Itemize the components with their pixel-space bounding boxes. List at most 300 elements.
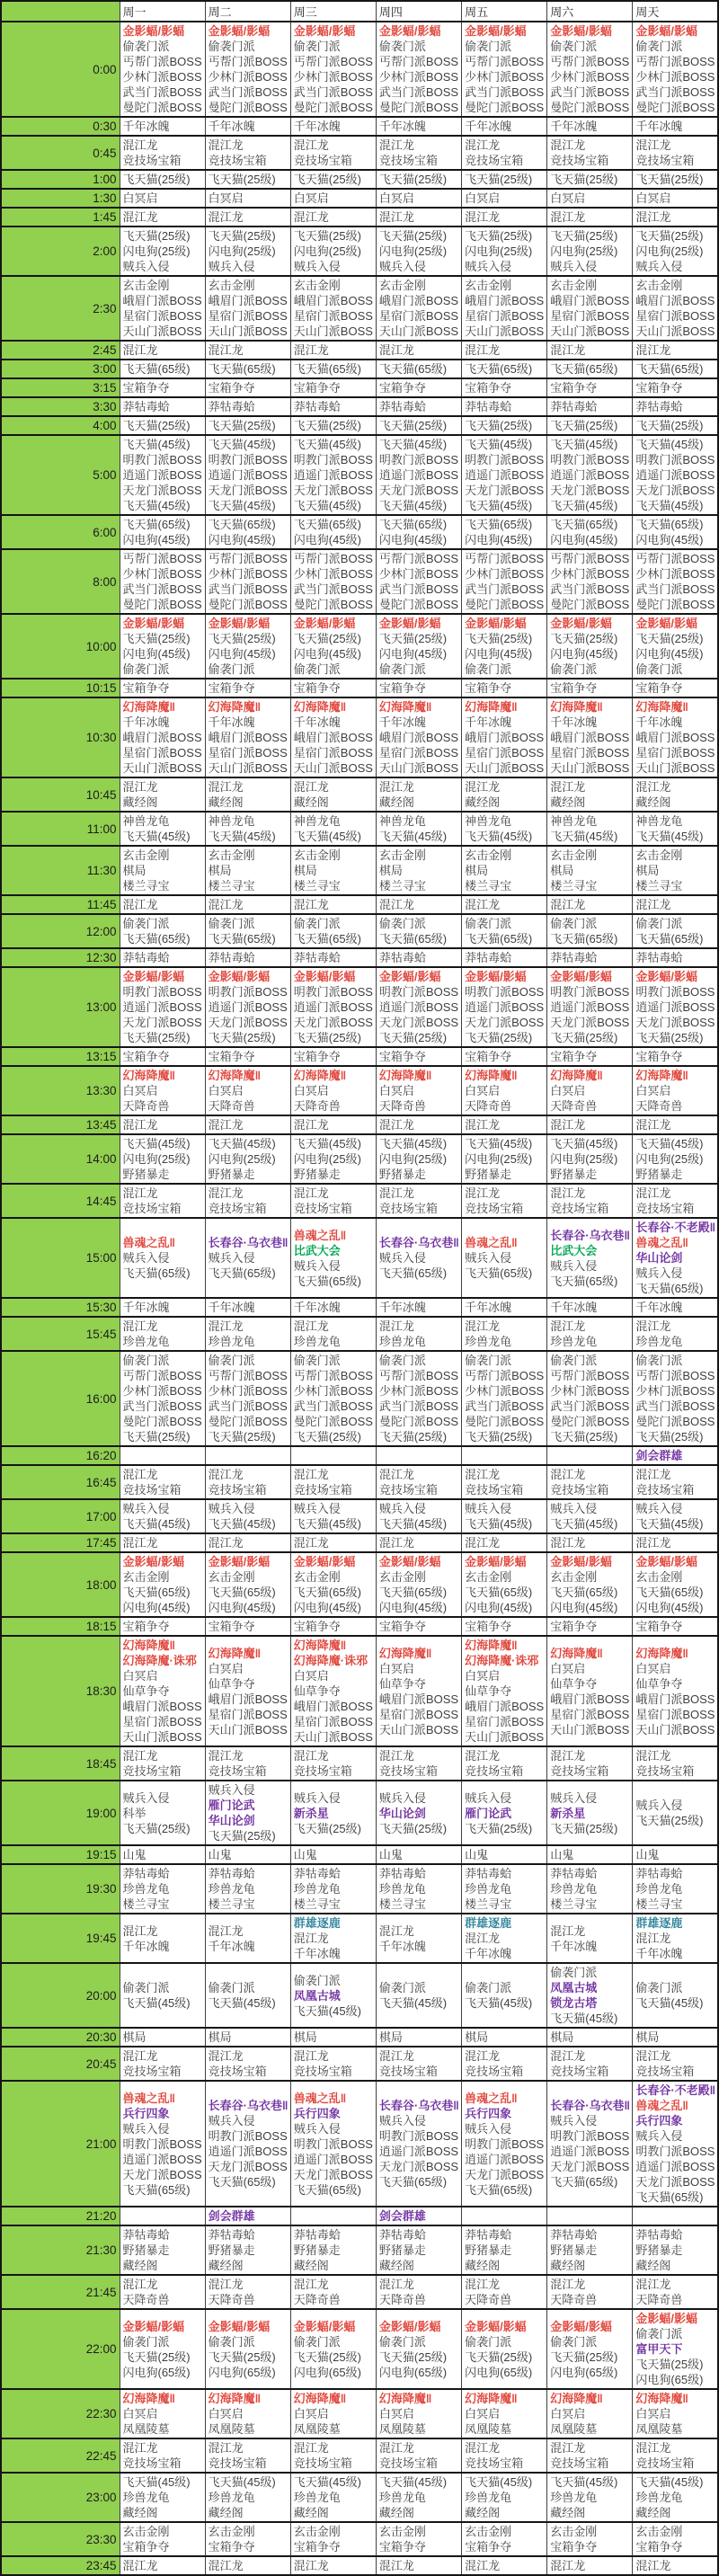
event-entry: 天龙门派BOSS: [465, 2167, 545, 2181]
time-label: 21:30: [1, 2225, 120, 2275]
corner-cell: [1, 1, 120, 22]
event-entry: 兵行四象: [465, 2106, 512, 2120]
schedule-cell: [633, 614, 718, 679]
event-entry: 混江龙: [635, 1319, 671, 1333]
event-entry: 竞技场宝箱: [378, 1483, 438, 1497]
schedule-cell: [547, 614, 633, 679]
event-entry: 天山门派BOSS: [465, 761, 545, 775]
schedule-cell: [120, 1746, 205, 1781]
event-entry: 混江龙: [208, 1749, 244, 1763]
event-entry: 白冥启: [293, 191, 329, 205]
event-entry: 竞技场宝箱: [122, 2065, 182, 2078]
event-entry: 少林门派BOSS: [378, 567, 459, 581]
event-entry: 野猪暴走: [208, 1168, 255, 1181]
schedule-cell: [120, 2522, 205, 2556]
event-entry: 幻海降魔·诛邪: [465, 1654, 539, 1667]
event-entry: 偷袭门派: [378, 40, 426, 53]
event-entry: 凤凰古城: [293, 1988, 341, 2003]
schedule-cell: [462, 1446, 547, 1465]
schedule-cell: [205, 1914, 290, 1963]
schedule-cell: [120, 1047, 205, 1066]
event-entry: 明教门派BOSS: [635, 2145, 715, 2158]
event-entry: 莽牯毒蛤: [293, 400, 341, 413]
event-entry: 偷袭门派: [122, 662, 170, 676]
time-label: 0:45: [1, 136, 120, 170]
event-entry: 白冥启: [635, 2407, 671, 2421]
event-entry: 丐帮门派BOSS: [550, 55, 630, 68]
event-entry: 飞天猫(25级): [550, 229, 618, 243]
event-entry: 飞天猫(65级): [635, 1586, 704, 1599]
schedule-cell: [205, 549, 290, 614]
event-entry: 莽牯毒蛤: [550, 2228, 598, 2242]
table-row: [1, 341, 718, 360]
event-entry: 金影蝠/影蝠: [465, 24, 527, 38]
event-entry: 山鬼: [122, 1848, 146, 1861]
schedule-cell: [462, 227, 547, 276]
schedule-cell: [462, 2556, 547, 2575]
event-entry: 明教门派BOSS: [122, 453, 202, 466]
event-entry: 贼兵入侵: [635, 2129, 683, 2143]
schedule-cell: [376, 208, 461, 227]
event-entry: 金影蝠/影蝠: [465, 617, 527, 630]
event-entry: 闪电狗(45级): [378, 533, 448, 546]
event-entry: 混江龙: [635, 1468, 671, 1481]
event-entry: 逍遥门派BOSS: [378, 1000, 459, 1014]
event-entry: 珍兽龙龟: [122, 1882, 170, 1896]
schedule-cell: [633, 276, 718, 341]
event-entry: 宝箱争夺: [293, 381, 341, 395]
table-row: [1, 948, 718, 967]
table-row: [1, 2225, 718, 2275]
event-entry: 白冥启: [465, 1669, 501, 1683]
schedule-cell: [205, 1134, 290, 1184]
schedule-cell: [376, 697, 461, 777]
schedule-cell: [462, 1845, 547, 1864]
event-entry: 混江龙: [550, 1118, 586, 1132]
event-entry: 混江龙: [122, 2559, 158, 2572]
event-entry: 飞天猫(65级): [465, 518, 533, 531]
event-entry: 兽魂之乱‖: [293, 2091, 347, 2105]
event-entry: 武当门派BOSS: [208, 582, 288, 596]
schedule-cell: [290, 846, 376, 895]
schedule-cell: [547, 397, 633, 416]
schedule-cell: [633, 697, 718, 777]
schedule-cell: [290, 189, 376, 208]
event-entry: 藏经阁: [293, 2506, 329, 2519]
time-label: 23:45: [1, 2556, 120, 2575]
event-entry: 飞天猫(65级): [122, 362, 191, 376]
event-entry: 山鬼: [465, 1848, 489, 1861]
schedule-cell: [462, 679, 547, 697]
schedule-cell: [290, 948, 376, 967]
event-entry: 混江龙: [550, 2559, 586, 2572]
schedule-cell: [205, 679, 290, 697]
schedule-cell: [547, 914, 633, 948]
event-entry: 飞天猫(25级): [465, 632, 533, 645]
event-entry: 藏经阁: [635, 2259, 671, 2272]
event-entry: 珍兽龙龟: [378, 1882, 426, 1896]
schedule-cell: [205, 1963, 290, 2028]
event-entry: 峨眉门派BOSS: [208, 731, 288, 744]
event-entry: 偷袭门派: [122, 1354, 170, 1367]
table-row: [1, 697, 718, 777]
event-entry: 金影蝠/影蝠: [635, 1555, 697, 1568]
event-entry: 少林门派BOSS: [550, 1384, 630, 1398]
day-header: 周三: [290, 1, 376, 22]
schedule-cell: [290, 416, 376, 435]
event-entry: 宝箱争夺: [293, 681, 341, 695]
event-entry: 凤凰陵墓: [465, 2422, 512, 2436]
event-entry: 仙草争夺: [465, 1684, 512, 1698]
event-entry: 宝箱争夺: [208, 2540, 255, 2554]
event-entry: 混江龙: [208, 2441, 244, 2455]
schedule-cell: [376, 2522, 461, 2556]
schedule-cell: [547, 378, 633, 397]
event-entry: 曼陀门派BOSS: [550, 1415, 630, 1428]
event-entry: 星宿门派BOSS: [635, 1707, 715, 1721]
event-entry: 飞天猫(45级): [550, 1517, 618, 1531]
table-row: [1, 1218, 718, 1298]
schedule-cell: [120, 812, 205, 846]
event-entry: 飞天猫(45级): [122, 438, 191, 451]
event-entry: 混江龙: [550, 1749, 586, 1763]
schedule-cell: [290, 812, 376, 846]
event-entry: 峨眉门派BOSS: [378, 731, 459, 744]
event-entry: 混江龙: [550, 780, 586, 794]
event-entry: 飞天猫(25级): [465, 2349, 533, 2364]
event-entry: 飞天猫(25级): [293, 1430, 361, 1443]
event-entry: 莽牯毒蛤: [208, 1867, 255, 1880]
event-entry: 混江龙: [293, 138, 329, 152]
event-entry: 飞天猫(25级): [465, 173, 533, 186]
schedule-cell: [376, 227, 461, 276]
event-entry: 藏经阁: [550, 2259, 586, 2272]
event-entry: 兽魂之乱‖: [122, 1236, 175, 1249]
event-entry: 混江龙: [550, 2278, 586, 2291]
event-entry: 混江龙: [465, 2559, 501, 2572]
schedule-cell: [633, 1066, 718, 1115]
event-entry: 偷袭门派: [465, 1981, 512, 1994]
schedule-cell: [290, 22, 376, 117]
event-entry: 明教门派BOSS: [378, 985, 459, 999]
table-row: [1, 2028, 718, 2047]
event-entry: 混江龙: [465, 1749, 501, 1763]
event-entry: 长春谷·乌衣巷‖: [378, 1236, 459, 1249]
schedule-cell: [290, 777, 376, 812]
schedule-cell: [120, 189, 205, 208]
event-entry: 闪电狗(45级): [378, 1601, 448, 1614]
schedule-cell: [205, 614, 290, 679]
event-entry: 玄击金刚: [635, 2525, 683, 2538]
event-entry: 幻海降魔‖: [122, 2392, 175, 2405]
time-label: 19:45: [1, 1914, 120, 1963]
event-entry: 金影蝠/影蝠: [208, 24, 271, 38]
event-entry: 闪电狗(65级): [208, 2365, 276, 2379]
schedule-cell: [120, 117, 205, 136]
table-row: [1, 914, 718, 948]
event-entry: 华山论剑: [378, 1806, 426, 1820]
schedule-cell: [120, 967, 205, 1047]
event-entry: 混江龙: [122, 1118, 158, 1132]
event-entry: 珍兽龙龟: [293, 2491, 341, 2504]
event-entry: 飞天猫(25级): [122, 229, 191, 243]
event-entry: 山鬼: [378, 1848, 403, 1861]
event-entry: 长春谷·乌衣巷‖: [378, 2099, 459, 2112]
event-entry: 闪电狗(45级): [465, 1601, 533, 1614]
event-entry: 闪电狗(25级): [550, 244, 618, 258]
schedule-cell: [120, 1218, 205, 1298]
schedule-cell: [205, 416, 290, 435]
schedule-cell: [462, 2028, 547, 2047]
schedule-cell: [376, 1914, 461, 1963]
schedule-cell: [290, 614, 376, 679]
schedule-cell: [290, 2556, 376, 2575]
schedule-cell: [205, 2389, 290, 2438]
event-entry: 偷袭门派: [293, 917, 341, 930]
event-entry: 棋局: [378, 864, 403, 877]
event-entry: 长春谷·不老殿‖: [635, 2083, 715, 2097]
event-entry: 宝箱争夺: [550, 1050, 598, 1063]
event-entry: 飞天猫(65级): [293, 2182, 361, 2197]
schedule-cell: [547, 697, 633, 777]
event-entry: 丐帮门派BOSS: [122, 1369, 202, 1382]
schedule-cell: [376, 360, 461, 378]
event-entry: 宝箱争夺: [122, 681, 170, 695]
schedule-cell: [376, 2225, 461, 2275]
event-entry: 千年冰魄: [378, 120, 426, 133]
event-entry: 千年冰魄: [122, 715, 170, 729]
time-label: 0:30: [1, 117, 120, 136]
event-entry: 混江龙: [635, 1749, 671, 1763]
time-label: 6:00: [1, 515, 120, 549]
event-entry: 楼兰寻宝: [635, 1897, 683, 1911]
schedule-cell: [205, 1845, 290, 1864]
event-entry: 飞天猫(25级): [122, 2349, 191, 2364]
event-entry: 闪电狗(45级): [293, 533, 361, 546]
event-entry: 贼兵入侵: [293, 260, 341, 273]
event-entry: 飞天猫(25级): [122, 173, 191, 186]
time-label: 10:45: [1, 777, 120, 812]
event-entry: 逍遥门派BOSS: [293, 2152, 373, 2166]
event-entry: 贼兵入侵: [550, 1258, 598, 1273]
event-entry: 千年冰魄: [208, 120, 255, 133]
event-entry: 宝箱争夺: [378, 1050, 426, 1063]
schedule-cell: [376, 378, 461, 397]
event-entry: 野猪暴走: [293, 2243, 341, 2257]
time-label: 13:15: [1, 1047, 120, 1066]
event-entry: 偷袭门派: [465, 917, 512, 930]
event-entry: 棋局: [550, 864, 574, 877]
event-entry: 曼陀门派BOSS: [635, 598, 715, 611]
schedule-cell: [120, 1298, 205, 1317]
schedule-cell: [633, 2473, 718, 2522]
event-entry: 飞天猫(45级): [293, 438, 361, 451]
event-entry: 天山门派BOSS: [378, 761, 459, 775]
event-entry: 天龙门派BOSS: [465, 484, 545, 497]
schedule-cell: [290, 1134, 376, 1184]
event-entry: 珍兽龙龟: [293, 1882, 341, 1896]
event-entry: 宝箱争夺: [122, 381, 170, 395]
schedule-cell: [290, 1781, 376, 1845]
schedule-cell: [290, 397, 376, 416]
event-entry: 偷袭门派: [465, 1354, 512, 1367]
event-entry: 天山门派BOSS: [378, 324, 459, 338]
event-entry: 混江龙: [122, 898, 158, 911]
schedule-cell: [290, 515, 376, 549]
event-entry: 千年冰魄: [465, 1947, 512, 1960]
event-entry: 飞天猫(25级): [550, 2349, 618, 2364]
event-entry: 天降奇兽: [635, 1099, 683, 1113]
schedule-cell: [633, 397, 718, 416]
schedule-cell: [462, 1499, 547, 1533]
table-row: [1, 1617, 718, 1636]
event-entry: 贼兵入侵: [378, 1251, 426, 1265]
event-entry: 混江龙: [378, 2441, 414, 2455]
event-entry: 千年冰魄: [378, 715, 426, 729]
event-entry: 千年冰魄: [378, 1301, 426, 1314]
schedule-cell: [120, 1636, 205, 1746]
schedule-cell: [120, 1963, 205, 2028]
schedule-cell: [547, 227, 633, 276]
schedule-cell: [462, 341, 547, 360]
event-entry: 峨眉门派BOSS: [208, 294, 288, 307]
table-row: [1, 1845, 718, 1864]
event-entry: 凤凰陵墓: [122, 2422, 170, 2436]
event-entry: 金影蝠/影蝠: [122, 1555, 185, 1568]
schedule-cell: [633, 1746, 718, 1781]
table-row: [1, 1465, 718, 1499]
event-entry: 剑会群雄: [635, 1449, 683, 1462]
event-entry: 金影蝠/影蝠: [378, 24, 441, 38]
schedule-cell: [633, 1184, 718, 1218]
event-entry: 混江龙: [122, 780, 158, 794]
event-entry: 偷袭门派: [465, 40, 512, 53]
event-entry: 星宿门派BOSS: [122, 309, 202, 323]
event-entry: 宝箱争夺: [550, 681, 598, 695]
event-entry: 飞天猫(65级): [635, 518, 704, 531]
event-entry: 飞天猫(25级): [122, 1031, 191, 1044]
event-entry: 莽牯毒蛤: [465, 400, 512, 413]
event-entry: 明教门派BOSS: [635, 985, 715, 999]
schedule-cell: [376, 1499, 461, 1533]
event-entry: 长春谷·乌衣巷‖: [208, 2099, 288, 2112]
schedule-cell: [633, 189, 718, 208]
schedule-cell: [633, 2556, 718, 2575]
event-entry: 楼兰寻宝: [378, 879, 426, 893]
event-entry: 竞技场宝箱: [550, 1202, 609, 1215]
event-entry: 竞技场宝箱: [378, 2065, 438, 2078]
event-entry: 藏经阁: [378, 2259, 414, 2272]
event-entry: 峨眉门派BOSS: [465, 1700, 545, 1713]
event-entry: 宝箱争夺: [550, 2540, 598, 2554]
event-entry: 武当门派BOSS: [122, 1399, 202, 1413]
schedule-cell: [290, 1218, 376, 1298]
event-entry: 白冥启: [208, 1084, 244, 1097]
event-entry: 飞天猫(25级): [293, 1821, 361, 1835]
event-entry: 千年冰魄: [293, 1301, 341, 1314]
event-entry: 混江龙: [550, 1923, 586, 1938]
schedule-cell: [462, 1317, 547, 1351]
schedule-cell: [290, 1115, 376, 1134]
event-entry: 神兽龙龟: [635, 814, 683, 828]
event-entry: 莽牯毒蛤: [550, 400, 598, 413]
schedule-cell: [462, 1218, 547, 1298]
schedule-cell: [633, 1864, 718, 1914]
event-entry: 宝箱争夺: [378, 681, 426, 695]
schedule-cell: [120, 1617, 205, 1636]
schedule-cell: [633, 1351, 718, 1446]
event-entry: 天龙门派BOSS: [293, 1016, 373, 1029]
event-entry: 飞天猫(45级): [378, 1137, 448, 1150]
event-entry: 混江龙: [293, 210, 329, 224]
schedule-cell: [205, 2225, 290, 2275]
table-row: [1, 1746, 718, 1781]
schedule-body: [1, 22, 718, 2575]
day-header-row: [1, 1, 718, 22]
event-entry: 飞天猫(45级): [378, 438, 448, 451]
event-entry: 飞天猫(45级): [635, 2475, 704, 2489]
event-entry: 明教门派BOSS: [293, 453, 373, 466]
event-entry: 天龙门派BOSS: [465, 1016, 545, 1029]
event-entry: 少林门派BOSS: [122, 567, 202, 581]
event-entry: 闪电狗(65级): [122, 2365, 191, 2379]
event-entry: 幻海降魔‖: [378, 2392, 432, 2405]
schedule-cell: [290, 2309, 376, 2389]
table-row: [1, 2309, 718, 2389]
event-entry: 天降奇兽: [293, 2293, 341, 2306]
event-entry: 天降奇兽: [465, 1099, 512, 1113]
event-entry: 混江龙: [208, 138, 244, 152]
schedule-cell: [205, 1746, 290, 1781]
schedule-cell: [205, 2309, 290, 2389]
table-row: [1, 378, 718, 397]
event-entry: 闪电狗(45级): [122, 1601, 191, 1614]
schedule-cell: [290, 895, 376, 914]
event-entry: 金影蝠/影蝠: [293, 2319, 356, 2333]
event-entry: 少林门派BOSS: [293, 567, 373, 581]
time-label: 23:30: [1, 2522, 120, 2556]
event-entry: 白冥启: [635, 191, 671, 205]
schedule-cell: [376, 895, 461, 914]
event-entry: 曼陀门派BOSS: [208, 598, 288, 611]
schedule-cell: [462, 895, 547, 914]
event-entry: 混江龙: [550, 1468, 586, 1481]
event-entry: 野猪暴走: [635, 1168, 683, 1181]
event-entry: 飞天猫(45级): [293, 830, 361, 843]
event-entry: 武当门派BOSS: [208, 85, 288, 99]
schedule-cell: [547, 1845, 633, 1864]
event-entry: 玄击金刚: [293, 279, 341, 292]
event-entry: 混江龙: [635, 1536, 671, 1550]
event-entry: 混江龙: [293, 1186, 329, 1200]
event-entry: 飞天猫(65级): [635, 932, 704, 946]
schedule-cell: [547, 136, 633, 170]
event-entry: 飞天猫(65级): [550, 2175, 618, 2189]
event-entry: 混江龙: [635, 1186, 671, 1200]
event-entry: 幻海降魔‖: [635, 700, 688, 714]
event-entry: 金影蝠/影蝠: [465, 2319, 527, 2333]
event-entry: 楼兰寻宝: [378, 1897, 426, 1911]
event-entry: 幻海降魔‖: [293, 2392, 347, 2405]
event-entry: 白冥启: [378, 1661, 414, 1675]
event-entry: 偷袭门派: [378, 917, 426, 930]
schedule-cell: [205, 1184, 290, 1218]
event-entry: 竞技场宝箱: [208, 1764, 267, 1778]
event-entry: 竞技场宝箱: [465, 154, 524, 167]
event-entry: 混江龙: [378, 210, 414, 224]
schedule-cell: [120, 1317, 205, 1351]
event-entry: 竞技场宝箱: [550, 154, 609, 167]
